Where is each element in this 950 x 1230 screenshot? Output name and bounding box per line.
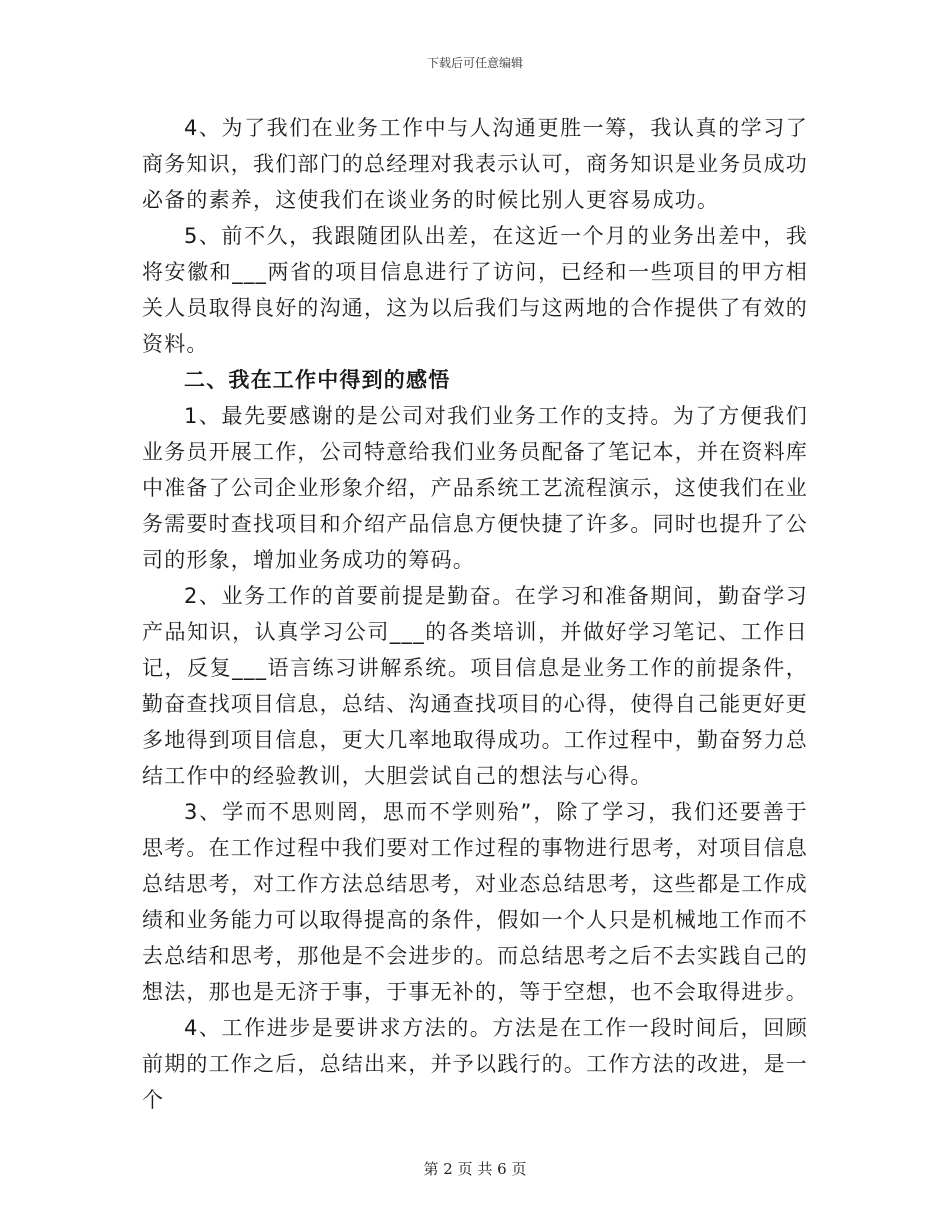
paragraph: 5、前不久，我跟随团队出差，在这近一个月的业务出差中，我将安徽和___两省的项目信息进行了访问，已经和一些项目的甲方相关人员取得良好的沟通，这为以后我们与这两地的合作提供了有效的资料。 — [142, 224, 808, 356]
paragraph: 4、工作进步是要讲求方法的。方法是在工作一段时间后，回顾前期的工作之后，总结出来，并予以践行的。工作方法的改进，是一个 — [142, 1016, 808, 1112]
document-body — [142, 110, 808, 1118]
page-number: 第 2 页 共 6 页 — [423, 1160, 527, 1178]
paragraph: 2、业务工作的首要前提是勤奋。在学习和准备期间，勤奋学习产品知识，认真学习公司___的各类培训，并做好学习笔记、工作日记，反复___语言练习讲解系统。项目信息是业务工作的前提条件，勤奋查找项目信息，总结、沟通查找项目的心得，使得自己能更好更多地得到项目信息，更大几率地取得成功。工作过程中，勤奋努力总结工作中的经验教训，大胆尝试自己的想法与心得。 — [142, 584, 808, 788]
paragraph: 3、学而不思则罔，思而不学则殆”，除了学习，我们还要善于思考。在工作过程中我们要对工作过程的事物进行思考，对项目信息总结思考，对工作方法总结思考，对业态总结思考，这些都是工作成绩和业务能力可以取得提高的条件，假如一个人只是机械地工作而不去总结和思考，那他是不会进步的。而总结思考之后不去实践自己的想法，那也是无济于事，于事无补的，等于空想，也不会取得进步。 — [142, 800, 808, 1004]
paragraph: 4、为了我们在业务工作中与人沟通更胜一筹，我认真的学习了商务知识，我们部门的总经理对我表示认可，商务知识是业务员成功必备的素养，这使我们在谈业务的时候比别人更容易成功。 — [142, 116, 808, 212]
section-heading: 二、我在工作中得到的感悟 — [184, 368, 451, 392]
page-header: 下载后可任意编辑 — [426, 56, 523, 70]
paragraph: 1、最先要感谢的是公司对我们业务工作的支持。为了方便我们业务员开展工作，公司特意给我们业务员配备了笔记本，并在资料库中准备了公司企业形象介绍，产品系统工艺流程演示，这使我们在业务需要时查找项目和介绍产品信息方便快捷了许多。同时也提升了公司的形象，增加业务成功的筹码。 — [142, 404, 808, 572]
